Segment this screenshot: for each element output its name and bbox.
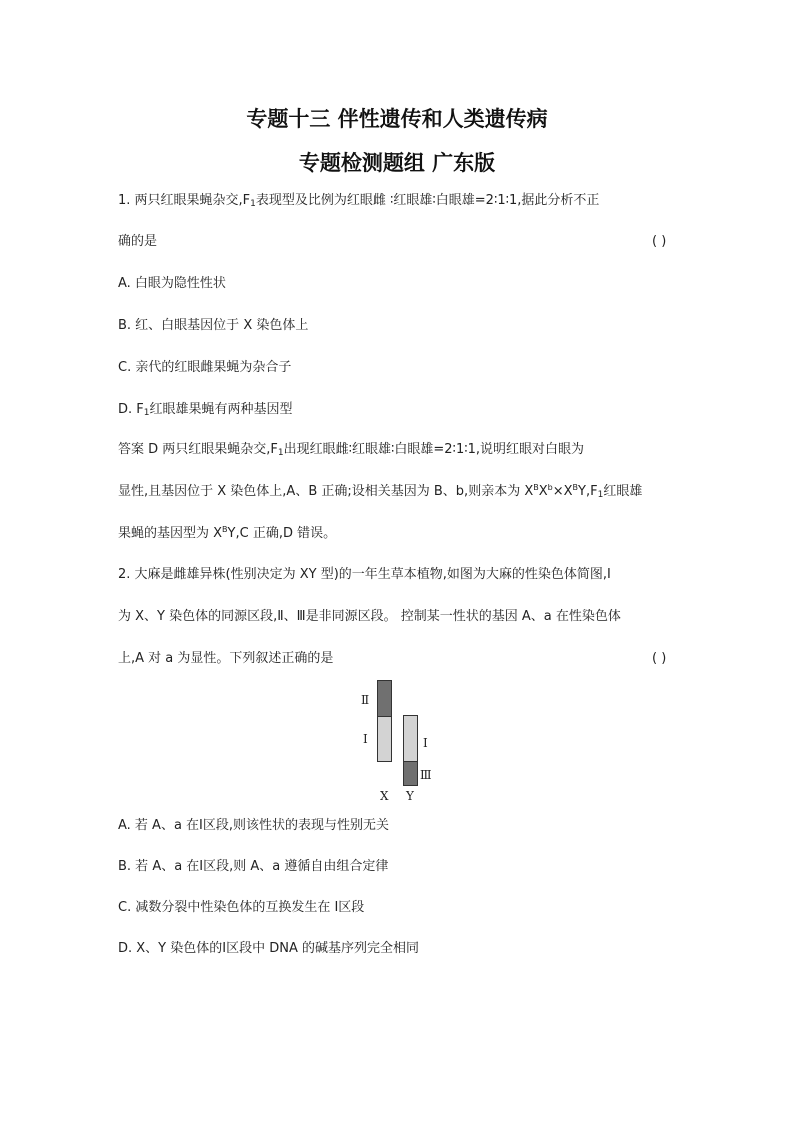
q1-stem-line2: 确的是	[118, 234, 158, 249]
y-chromosome-region-I	[403, 715, 418, 762]
label-region-I-x: Ⅰ	[363, 732, 368, 746]
label-region-II: Ⅱ	[361, 693, 370, 707]
label-y-chromosome: Y	[406, 789, 414, 803]
x-chromosome-region-II	[377, 680, 392, 717]
q1-option-d: D. $F_1$红眼雄果蝇有两种基因型	[118, 402, 293, 418]
q1-stem-line1: 1. 两只红眼果蝇杂交$,F_1$表现型及比例为红眼雌 ∶红眼雄∶白眼雄=2∶1∶1,据此分析不正	[118, 193, 600, 209]
q2-option-a: A. 若 A、a 在Ⅰ区段,则该性状的表现与性别无关	[118, 818, 390, 833]
q2-option-d: D. X、Y 染色体的Ⅰ区段中 DNA 的碱基序列完全相同	[118, 941, 419, 956]
q2-option-b: B. 若 A、a 在Ⅰ区段,则 A、a 遵循自由组合定律	[118, 859, 389, 874]
label-x-chromosome: X	[380, 789, 389, 803]
q2-option-c: C. 减数分裂中性染色体的互换发生在 Ⅰ区段	[118, 900, 365, 915]
title-line-1: 专题十三 伴性遗传和人类遗传病	[246, 107, 548, 131]
x-chromosome-region-I	[377, 716, 392, 762]
q1-answer-line2: 显性,且基因位于 X 染色体上,A、B 正确;设相关基因为 B、b,则亲本为 $X^BX^b\times X^BY,F_1$红眼雄	[118, 483, 643, 500]
q1-answer-line3: 果蝇的基因型为 $X^BY,C$ 正确,D 错误。	[118, 525, 337, 541]
q1-option-a: A. 白眼为隐性性状	[118, 276, 226, 291]
title-line-2: 专题检测题组 广东版	[298, 151, 496, 175]
y-chromosome-region-III	[403, 761, 418, 786]
label-region-I-y: Ⅰ	[423, 736, 428, 750]
sex-chromosome-diagram	[350, 676, 450, 806]
label-region-III: Ⅲ	[420, 768, 432, 782]
q2-answer-paren: ( )	[652, 651, 667, 666]
q2-stem-line2: 为 X、Y 染色体的同源区段,Ⅱ、Ⅲ是非同源区段。 控制某一性状的基因 A、a 在性染色体	[118, 609, 621, 624]
q2-stem-line3: 上,A 对 a 为显性。下列叙述正确的是	[118, 651, 334, 666]
q1-option-b: B. 红、白眼基因位于 X 染色体上	[118, 318, 309, 333]
q1-option-c: C. 亲代的红眼雌果蝇为杂合子	[118, 360, 292, 375]
q1-answer-line1: 答案 D 两只红眼果蝇杂交$,F_1$出现红眼雌∶红眼雄∶白眼雄=2∶1∶1,说明红眼对白眼为	[118, 442, 584, 458]
q2-stem-line1: 2. 大麻是雌雄异株(性别决定为 XY 型)的一年生草本植物,如图为大麻的性染色体简图,Ⅰ	[118, 567, 611, 582]
q1-answer-paren: ( )	[652, 234, 667, 249]
